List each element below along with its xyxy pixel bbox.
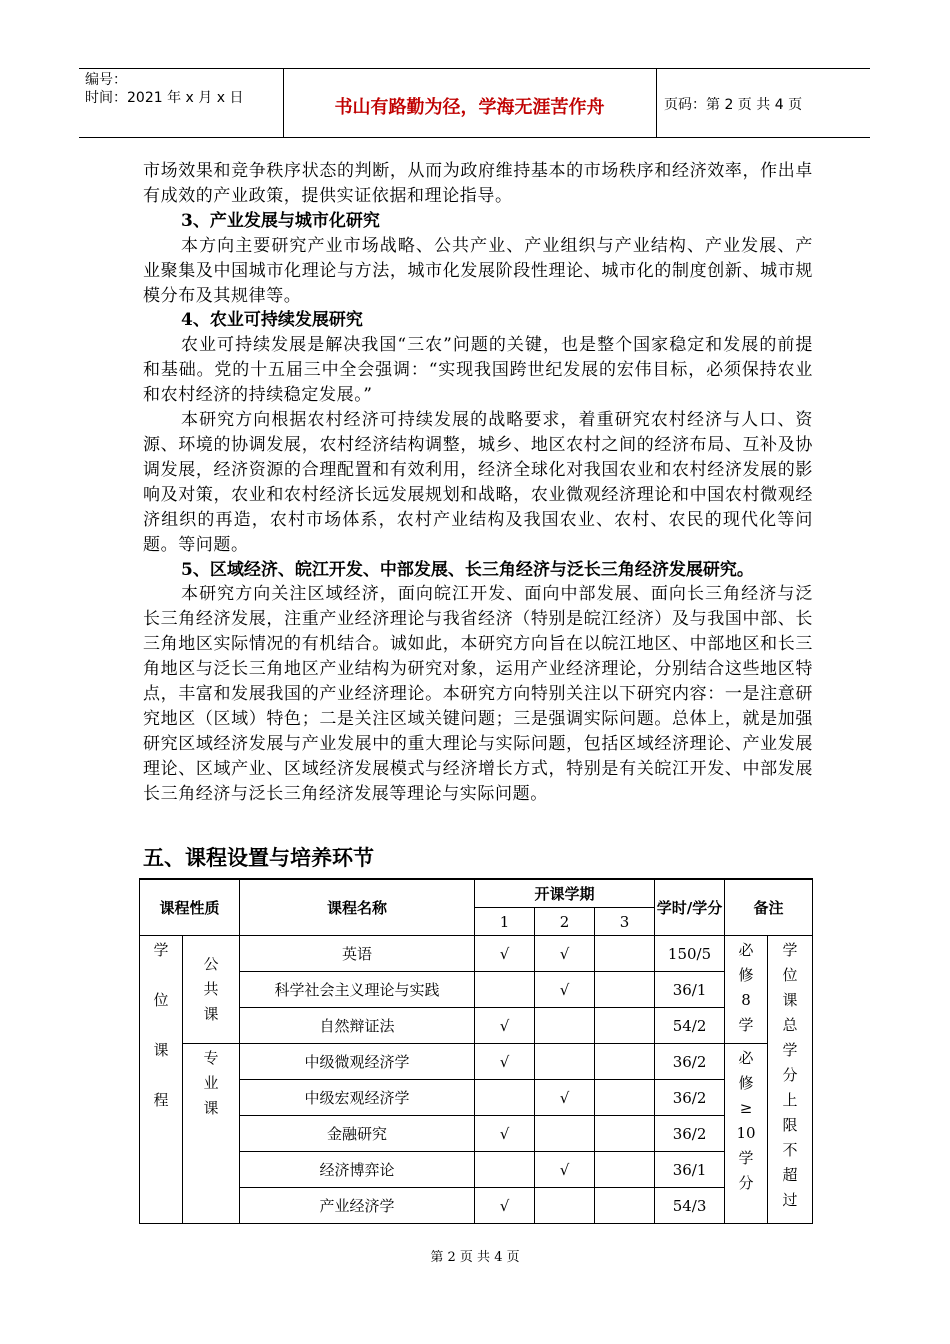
subsection-heading: 5、区域经济、皖江开发、中部发展、长三角经济与泛长三角经济发展研究。 (181, 559, 754, 580)
semester-2-mark (535, 1188, 595, 1224)
table-header-row (140, 879, 813, 908)
curriculum-table (139, 878, 813, 1224)
semester-1-mark: √ (475, 1044, 535, 1080)
semester-1-mark (475, 1080, 535, 1116)
header-hours-credits: 学时/学分 (655, 879, 725, 936)
course-name: 科学社会主义理论与实践 (240, 972, 475, 1008)
header-semester-1: 1 (475, 908, 535, 936)
hours-credits: 54/2 (655, 1008, 725, 1044)
semester-3-mark (595, 1116, 655, 1152)
subsection-heading: 4、农业可持续发展研究 (181, 310, 363, 331)
header-semester-3: 3 (595, 908, 655, 936)
table-row (140, 1152, 813, 1188)
semester-1-mark: √ (475, 1008, 535, 1044)
document-body (143, 159, 813, 807)
semester-1-mark (475, 972, 535, 1008)
semester-2-mark (535, 1116, 595, 1152)
table-row (140, 1080, 813, 1116)
header-course-name: 课程名称 (240, 879, 475, 936)
header-motto: 书山有路勤为径，学海无涯苦作舟 (334, 97, 605, 118)
header-remarks: 备注 (725, 879, 813, 936)
semester-3-mark (595, 1080, 655, 1116)
major-course-label: 专 业 课 (183, 1044, 240, 1224)
course-name: 经济博弈论 (240, 1152, 475, 1188)
header-semester-2: 2 (535, 908, 595, 936)
remark-public-required: 必 修 8 学 (725, 936, 768, 1044)
semester-2-mark: √ (535, 972, 595, 1008)
semester-2-mark (535, 1008, 595, 1044)
course-name: 中级微观经济学 (240, 1044, 475, 1080)
header-semester: 开课学期 (475, 879, 655, 908)
remark-total-credits: 学 位 课 总 学 分 上 限 不 超 过 (768, 936, 813, 1224)
table-row (140, 972, 813, 1008)
public-course-label: 公 共 课 (183, 936, 240, 1044)
page-footer: 第 2 页 共 4 页 (430, 1250, 520, 1265)
remark-major-required: 必 修 ≥ 10 学 分 (725, 1044, 768, 1224)
hours-credits: 36/2 (655, 1116, 725, 1152)
table-row (140, 1008, 813, 1044)
course-name: 金融研究 (240, 1116, 475, 1152)
header-course-nature: 课程性质 (140, 879, 240, 936)
semester-2-mark: √ (535, 1080, 595, 1116)
hours-credits: 36/2 (655, 1080, 725, 1116)
semester-1-mark: √ (475, 1116, 535, 1152)
header-divider (656, 69, 657, 137)
hours-credits: 36/1 (655, 972, 725, 1008)
semester-3-mark (595, 972, 655, 1008)
course-name: 中级宏观经济学 (240, 1080, 475, 1116)
semester-3-mark (595, 936, 655, 972)
semester-2-mark: √ (535, 936, 595, 972)
page-header (79, 68, 870, 138)
document-number: 编号： (85, 72, 127, 88)
semester-2-mark (535, 1044, 595, 1080)
semester-1-mark: √ (475, 1188, 535, 1224)
section-title: 五、课程设置与培养环节 (143, 846, 374, 870)
hours-credits: 36/2 (655, 1044, 725, 1080)
table-row (140, 1116, 813, 1152)
degree-course-label: 学 位 课 程 (140, 936, 183, 1224)
header-page-info: 页码：第 2 页 共 4 页 (664, 97, 803, 113)
table-row (140, 1188, 813, 1224)
table-row (140, 936, 813, 972)
paragraph: 本研究方向关注区域经济，面向皖江开发、面向中部发展、面向长三角经济与泛长三角经济发展，注重产业经济理论与我省经济（特别是皖江经济）及与我国中部、长三角地区实际情况的有机结合。诚如此，本研究方向旨在以皖江地区、中部地区和长三角地区与泛长三角地区产业结构为研究对象，运用产业经济理论，分别结合这些地区特点，丰富和发展我国的产业经济理论。本研究方向特别关注以下研究内容：一是注意研究地区（区域）特色；二是关注区域关键问题；三是强调实际问题。总体上，就是加强研究区域经济发展与产业发展中的重大理论与实际问题，包括区域经济理论、产业发展理论、区域产业、区域经济发展模式与经济增长方式，特别是有关皖江开发、中部发展长三角经济与泛长三角经济发展等理论与实际问题。 (143, 584, 813, 804)
semester-3-mark (595, 1188, 655, 1224)
hours-credits: 54/3 (655, 1188, 725, 1224)
semester-1-mark: √ (475, 936, 535, 972)
subsection-heading: 3、产业发展与城市化研究 (181, 210, 380, 231)
paragraph: 农业可持续发展是解决我国“三农”问题的关键，也是整个国家稳定和发展的前提和基础。党的十五届三中全会强调：“实现我国跨世纪发展的宏伟目标，必须保持农业和农村经济的持续稳定发展。” (143, 335, 813, 406)
semester-3-mark (595, 1008, 655, 1044)
course-name: 产业经济学 (240, 1188, 475, 1224)
document-date: 时间：2021 年 x 月 x 日 (85, 90, 244, 106)
hours-credits: 36/1 (655, 1152, 725, 1188)
table-row (140, 1044, 813, 1080)
header-meta (85, 71, 243, 107)
semester-2-mark: √ (535, 1152, 595, 1188)
semester-3-mark (595, 1152, 655, 1188)
paragraph: 本研究方向根据农村经济可持续发展的战略要求，着重研究农村经济与人口、资源、环境的协调发展，农村经济结构调整，城乡、地区农村之间的经济布局、互补及协调发展，经济资源的合理配置和有效利用，经济全球化对我国农业和农村经济发展的影响及对策，农业和农村经济长远发展规划和战略，农业微观经济理论和中国农村微观经济组织的再造，农村市场体系，农村产业结构及我国农业、农村、农民的现代化等问题。等问题。 (143, 410, 813, 555)
course-name: 英语 (240, 936, 475, 972)
semester-3-mark (595, 1044, 655, 1080)
paragraph: 本方向主要研究产业市场战略、公共产业、产业组织与产业结构、产业发展、产业聚集及中国城市化理论与方法，城市化发展阶段性理论、城市化的制度创新、城市规模分布及其规律等。 (143, 235, 813, 306)
hours-credits: 150/5 (655, 936, 725, 972)
course-name: 自然辩证法 (240, 1008, 475, 1044)
semester-1-mark (475, 1152, 535, 1188)
paragraph: 市场效果和竞争秩序状态的判断，从而为政府维持基本的市场秩序和经济效率，作出卓有成效的产业政策，提供实证依据和理论指导。 (143, 161, 813, 206)
